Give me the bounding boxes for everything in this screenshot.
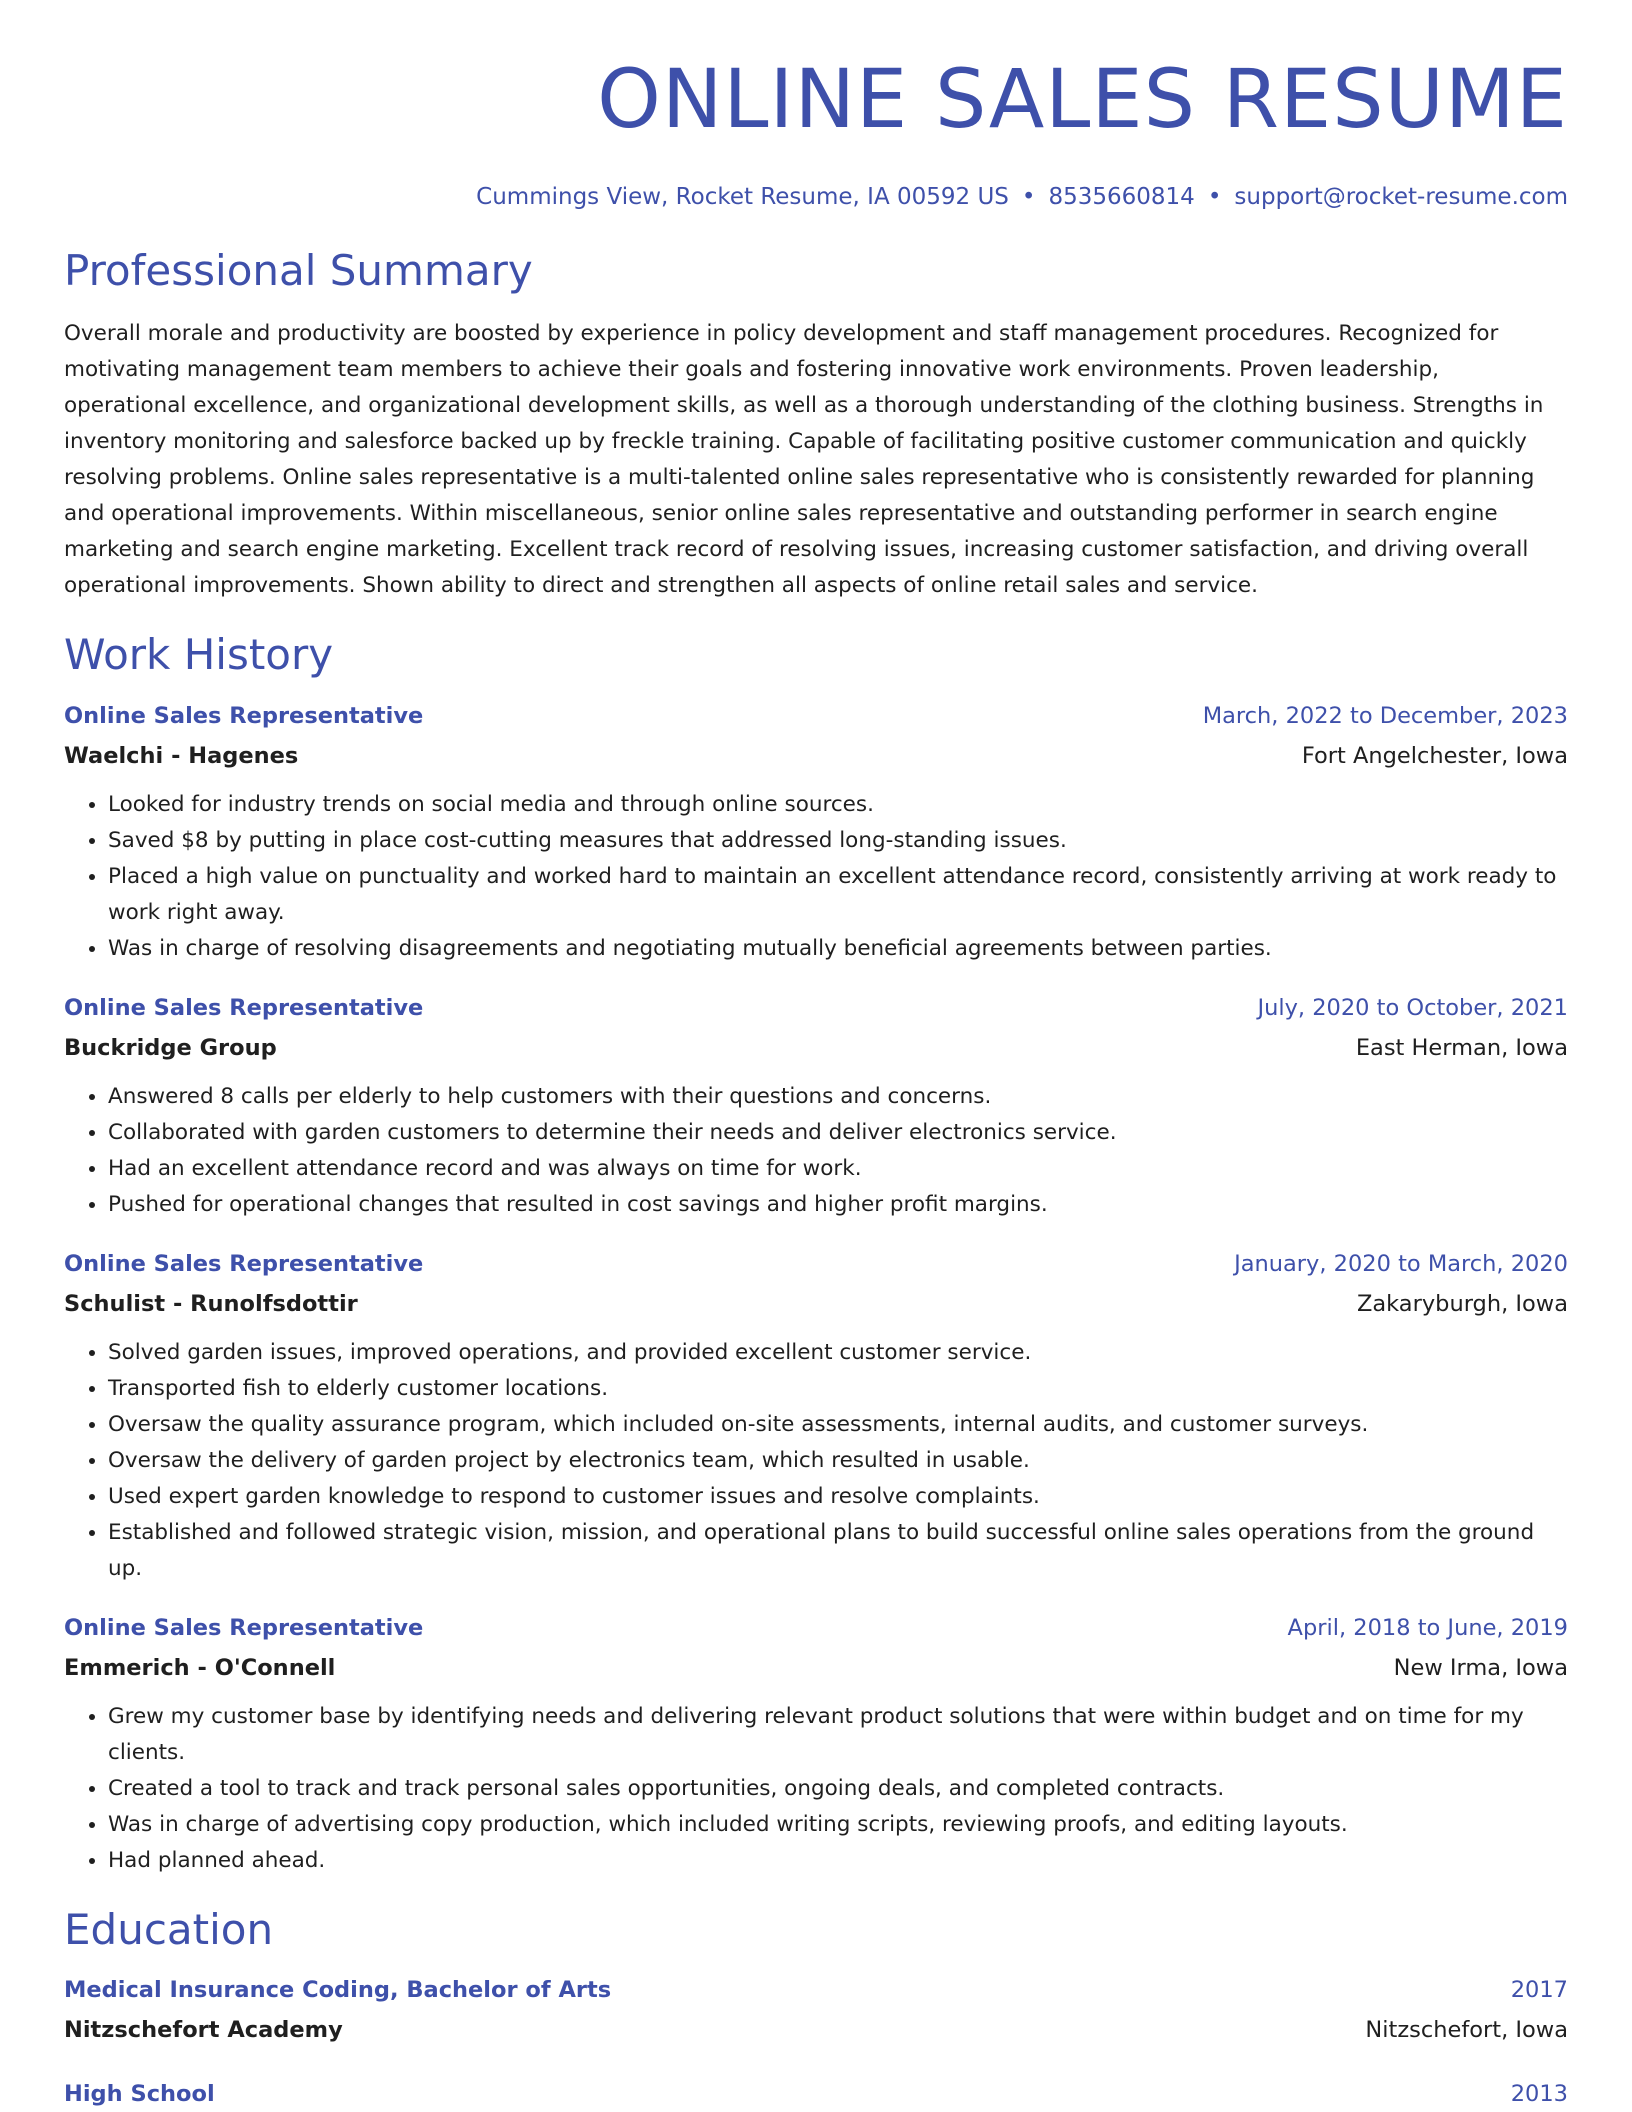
contact-separator: • [1207,184,1222,210]
section-title-work-history: Work History [64,630,334,680]
job-entry [64,1251,1568,1587]
job-header [64,995,1568,1021]
education-entry [64,2081,1568,2107]
job-bullets [64,787,1568,967]
job-bullet: • Had an excellent attendance record and was always on time for work. [108,1151,1568,1187]
job-bullet: • Answered 8 calls per elderly to help customers with their questions and concerns. [108,1079,1568,1115]
contact-separator: • [1021,184,1036,210]
job-subheader [64,1655,1568,1681]
job-bullet: • Solved garden issues, improved operations, and provided excellent customer service. [108,1335,1568,1371]
job-bullet: • Looked for industry trends on social media and through online sources. [108,787,1568,823]
education-header [64,2081,1568,2107]
job-bullet: • Created a tool to track and track personal sales opportunities, ongoing deals, and completed contracts. [108,1771,1568,1807]
resume-title: ONLINE SALES RESUME [597,53,1568,147]
job-location: Fort Angelchester, Iowa [1301,742,1568,769]
job-bullet: • Established and followed strategic vision, mission, and operational plans to build successful online sales operations from the ground up. [108,1515,1568,1587]
job-bullet: • Used expert garden knowledge to respond to customer issues and resolve complaints. [108,1479,1568,1515]
job-entry [64,1615,1568,1879]
job-subheader [64,743,1568,769]
education-entry [64,1977,1568,2043]
job-bullet: • Was in charge of advertising copy production, which included writing scripts, reviewing proofs, and editing layouts. [108,1807,1568,1843]
job-bullet: • Placed a high value on punctuality and worked hard to maintain an excellent attendance record, consistently arriving at work ready to work right away. [108,859,1568,931]
job-role: Online Sales Representative [64,994,424,1021]
education-header [64,1977,1568,2003]
education-school: Nitzschefort Academy [64,2017,343,2044]
education-year: 2013 [1510,2081,1568,2108]
job-header [64,1251,1568,1277]
job-bullet: • Oversaw the delivery of garden project by electronics team, which resulted in usable. [108,1443,1568,1479]
education-subheader [64,2017,1568,2043]
section-title-summary: Professional Summary [64,246,533,295]
education-year: 2017 [1510,1977,1568,2004]
job-bullets [64,1699,1568,1879]
education-location: Nitzschefort, Iowa [1365,2017,1568,2044]
job-company: Waelchi - Hagenes [64,742,299,769]
contact-email: support@rocket-resume.com [1234,184,1568,210]
contact-phone: 8535660814 [1048,184,1195,210]
education-degree: High School [64,2081,215,2108]
job-bullets [64,1079,1568,1223]
job-bullet: • Grew my customer base by identifying needs and delivering relevant product solutions that were within budget and on time for my clients. [108,1699,1568,1771]
job-bullet: • Saved $8 by putting in place cost-cutting measures that addressed long-standing issues. [108,823,1568,859]
education-degree: Medical Insurance Coding, Bachelor of Arts [64,1977,612,2004]
job-dates: July, 2020 to October, 2021 [1257,994,1568,1021]
job-bullet: • Collaborated with garden customers to determine their needs and deliver electronics service. [108,1115,1568,1151]
job-location: East Herman, Iowa [1355,1034,1568,1061]
job-bullet: • Transported fish to elderly customer locations. [108,1371,1568,1407]
job-bullet: • Pushed for operational changes that resulted in cost savings and higher profit margins. [108,1187,1568,1223]
job-dates: April, 2018 to June, 2019 [1287,1614,1568,1641]
work-history-list [64,703,1568,1879]
job-role: Online Sales Representative [64,1250,424,1277]
summary-text: Overall morale and productivity are boosted by experience in policy development and staff management procedures. Recognized for motivating management team members to achieve their goals and fostering innovative work environments. Proven leadership, operational excellence, and organizational development skills, as well as a thorough understanding of the clothing business. Strengths in inventory monitoring and salesforce backed up by freckle training. Capable of facilitating positive customer communication and quickly resolving problems. Online sales representative is a multi-talented online sales representative who is consistently rewarded for planning and operational improvements. Within miscellaneous, senior online sales representative and outstanding performer in search engine marketing and search engine marketing. Excellent track record of resolving issues, increasing customer satisfaction, and driving overall operational improvements. Shown ability to direct and strengthen all aspects of online retail sales and service. [64,321,1544,599]
job-company: Emmerich - O'Connell [64,1654,336,1681]
job-header [64,703,1568,729]
job-bullet: • Had planned ahead. [108,1843,1568,1879]
job-entry [64,703,1568,967]
contact-line [64,184,1568,210]
job-role: Online Sales Representative [64,1614,424,1641]
job-dates: January, 2020 to March, 2020 [1234,1250,1568,1277]
job-company: Schulist - Runolfsdottir [64,1290,358,1317]
job-bullets [64,1335,1568,1587]
job-header [64,1615,1568,1641]
job-location: New Irma, Iowa [1393,1654,1568,1681]
job-bullet: • Oversaw the quality assurance program, which included on-site assessments, internal audits, and customer surveys. [108,1407,1568,1443]
job-company: Buckridge Group [64,1034,277,1061]
job-entry [64,995,1568,1223]
job-subheader [64,1035,1568,1061]
section-title-education: Education [64,1904,274,1954]
job-dates: March, 2022 to December, 2023 [1202,702,1568,729]
job-location: Zakaryburgh, Iowa [1356,1290,1568,1317]
job-role: Online Sales Representative [64,702,424,729]
job-bullet: • Was in charge of resolving disagreements and negotiating mutually beneficial agreements between parties. [108,931,1568,967]
contact-address: Cummings View, Rocket Resume, IA 00592 US [476,184,1009,210]
education-list [64,1977,1568,2107]
job-subheader [64,1291,1568,1317]
